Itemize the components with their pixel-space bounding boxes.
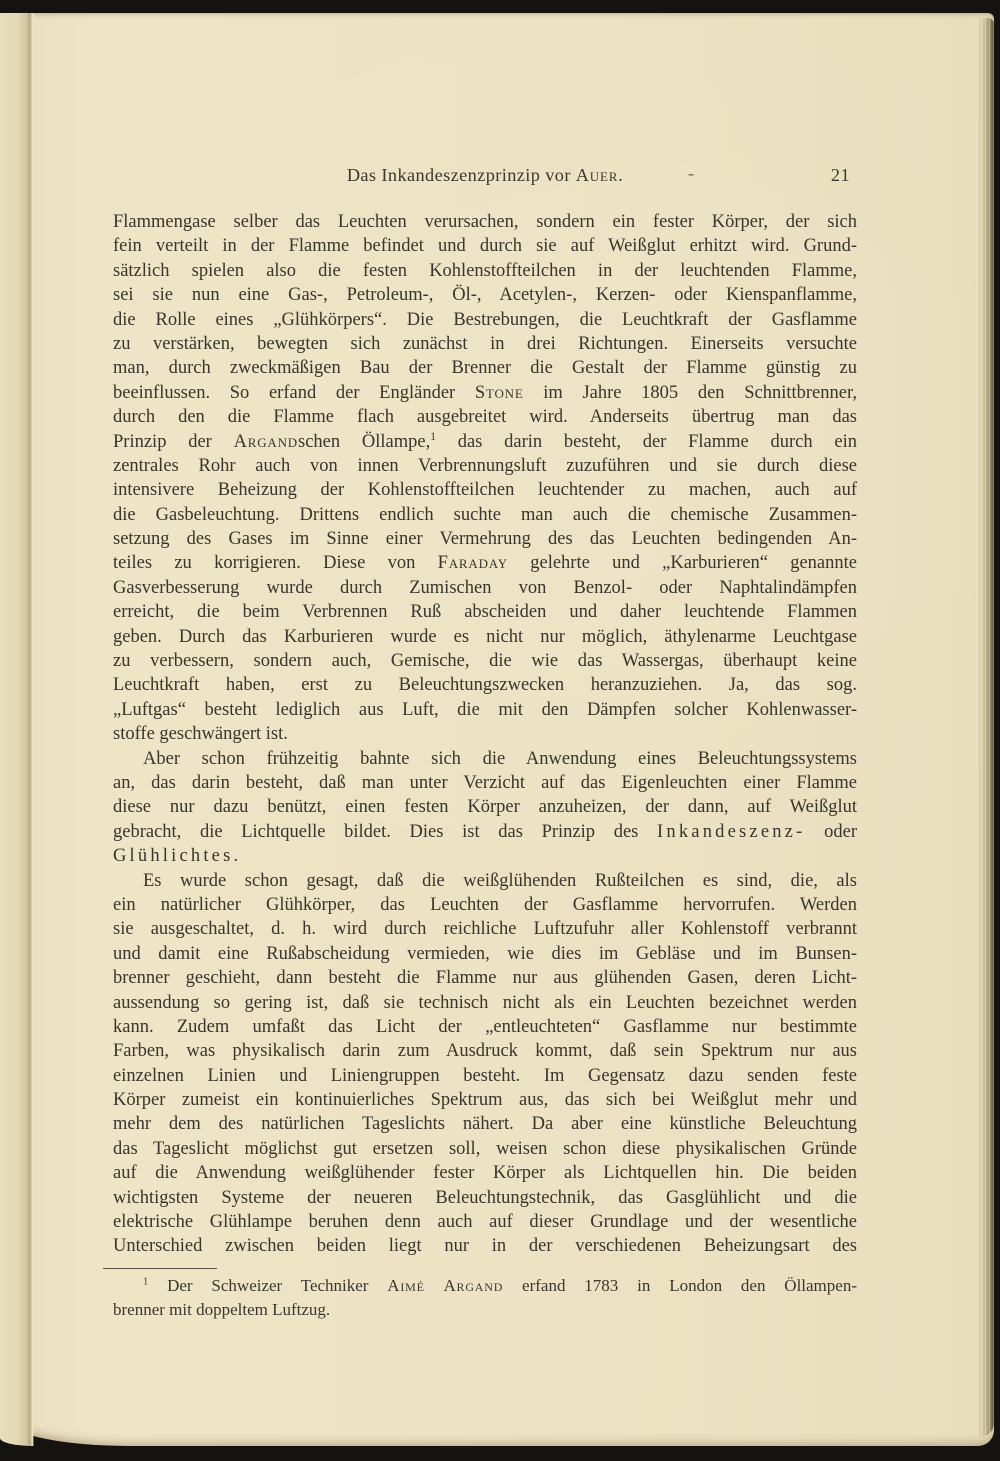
text-segment: gelehrte und „Karburieren“ genannte bbox=[507, 553, 857, 574]
running-head-title bbox=[113, 163, 857, 187]
text-line: „Luftgas“ besteht lediglich aus Luft, die mit den Dämpfen solcher Kohlenwasser- bbox=[113, 699, 857, 720]
text-segment: schen Öllampe, bbox=[298, 431, 431, 452]
text-line: kann. Zudem umfaßt das Licht der „entleuchteten“ Gasflamme nur bestimmte bbox=[113, 1016, 857, 1037]
text-line: an, das darin besteht, daß man unter Verzicht auf das Eigenleuchten einer Flamme bbox=[113, 772, 857, 793]
text-line: zentrales Rohr auch von innen Verbrennungsluft zuzuführen und sie durch diese bbox=[113, 455, 857, 476]
text-line: brenner mit doppeltem Luftzug. bbox=[113, 1300, 331, 1320]
text-segment: Der Schweizer Techniker bbox=[148, 1275, 388, 1295]
emphasized-spaced-text: Glühlichtes. bbox=[113, 846, 242, 867]
running-head bbox=[113, 163, 857, 188]
small-caps-name: Faraday bbox=[437, 553, 508, 574]
emphasized-spaced-text: Inkandeszenz- bbox=[657, 821, 806, 842]
text-line bbox=[113, 430, 857, 454]
text-line: aussendung so gering ist, daß sie technisch nicht als ein Leuchten bezeichnet werden bbox=[113, 992, 857, 1013]
stray-mark: - bbox=[688, 163, 695, 183]
text-line: Farben, was physikalisch darin zum Ausdruck kommt, daß sein Spektrum nur aus bbox=[113, 1041, 857, 1062]
text-line: Aber schon frühzeitig bahnte sich die Anwendung eines Beleuchtungssystems bbox=[143, 748, 857, 769]
text-line: geben. Durch das Karburieren wurde es nicht nur möglich, äthylenarme Leuchtgase bbox=[113, 626, 857, 647]
text-segment: teiles zu korrigieren. Diese von bbox=[113, 553, 438, 574]
page-gutter-fold bbox=[0, 13, 34, 1446]
text-line: setzung des Gases im Sinne einer Vermehrung des das Leuchten bedingenden An- bbox=[113, 529, 857, 550]
text-line: sätzlich spielen also die festen Kohlenstoffteilchen in der leuchtenden Flamme, bbox=[113, 260, 857, 281]
text-line bbox=[113, 844, 857, 868]
text-line bbox=[113, 820, 857, 844]
small-caps-name: Argand bbox=[233, 431, 298, 452]
text-line: sei sie nun eine Gas-, Petroleum-, Öl-, Acetylen-, Kerzen- oder Kienspanflamme, bbox=[113, 285, 857, 306]
text-segment: oder bbox=[805, 821, 858, 842]
text-line: intensivere Beheizung der Kohlenstoffteilchen leuchtender zu machen, auch auf bbox=[113, 480, 857, 501]
text-line: erreicht, die beim Verbrennen Ruß abscheiden und daher leuchtende Flammen bbox=[113, 602, 857, 623]
text-line: auf die Anwendung weißglühender fester Körper als Lichtquellen hin. Die beiden bbox=[113, 1163, 857, 1184]
text-line: diese nur dazu benützt, einen festen Körper anzuheizen, der dann, auf Weißglut bbox=[113, 797, 857, 818]
text-line: durch den die Flamme flach ausgebreitet wird. Anderseits übertrug man das bbox=[113, 407, 857, 428]
text-segment: das darin besteht, der Flamme durch ein bbox=[435, 431, 857, 452]
text-line bbox=[113, 1274, 857, 1298]
small-caps-name: Stone bbox=[474, 382, 524, 403]
text-line: Unterschied zwischen beiden liegt nur in der verschiedenen Beheizungsart des bbox=[113, 1236, 857, 1257]
text-segment: Das Inkandeszenzprinzip vor bbox=[346, 165, 576, 185]
text-line: die Rolle eines „Glühkörpers“. Die Bestrebungen, die Leuchtkraft der Gasflamme bbox=[113, 309, 857, 330]
text-segment: Prinzip der bbox=[113, 431, 234, 452]
text-line: brenner geschieht, dann besteht die Flamme nur aus glühenden Gasen, deren Licht- bbox=[113, 968, 857, 989]
text-line: die Gasbeleuchtung. Drittens endlich suchte man auch die chemische Zusammen- bbox=[113, 504, 857, 525]
text-segment: . bbox=[618, 165, 624, 185]
footnote-separator bbox=[103, 1268, 217, 1269]
text-line: elektrische Glühlampe beruhen denn auch auf dieser Grundlage und der wesentliche bbox=[113, 1212, 857, 1233]
text-line: sie ausgeschaltet, d. h. wird durch reichliche Luftzufuhr aller Kohlenstoff verbrannt bbox=[113, 919, 857, 940]
book-page bbox=[0, 13, 994, 1446]
body-text bbox=[113, 210, 857, 1259]
footnote-reference: 1 bbox=[430, 430, 436, 443]
text-line: ein natürlicher Glühkörper, das Leuchten der Gasflamme hervorrufen. Werden bbox=[113, 894, 857, 915]
text-line: Flammengase selber das Leuchten verursachen, sondern ein fester Körper, der sich bbox=[113, 212, 857, 232]
text-line bbox=[113, 551, 857, 575]
text-line: einzelnen Linien und Liniengruppen besteht. Im Gegensatz dazu senden feste bbox=[113, 1065, 857, 1086]
text-line: Gasverbesserung wurde durch Zumischen von Benzol- oder Naphtalindämpfen bbox=[113, 577, 857, 598]
footnote bbox=[113, 1274, 857, 1323]
text-line: das Tageslicht möglichst gut ersetzen soll, weisen schon diese physikalischen Gründe bbox=[113, 1138, 857, 1159]
text-line: mehr dem des natürlichen Tageslichts nähert. Da aber eine künstliche Beleuchtung bbox=[113, 1114, 857, 1135]
text-line: Es wurde schon gesagt, daß die weißglühenden Rußteilchen es sind, die, als bbox=[143, 870, 857, 891]
text-line: stoffe geschwängert ist. bbox=[113, 724, 288, 745]
text-line: fein verteilt in der Flamme befindet und durch sie auf Weißglut erhitzt wird. Grund- bbox=[113, 236, 857, 257]
page-number: 21 bbox=[830, 165, 850, 185]
text-segment: erfand 1783 in London den Öllampen- bbox=[503, 1275, 857, 1295]
text-segment: beeinflussen. So erfand der Engländer bbox=[113, 382, 475, 403]
text-line: und damit eine Rußabscheidung vermieden, wie dies im Gebläse und im Bunsen- bbox=[113, 943, 857, 964]
text-line: wichtigsten Systeme der neueren Beleuchtungstechnik, das Gasglühlicht und die bbox=[113, 1187, 857, 1208]
text-line: Körper zumeist ein kontinuierliches Spektrum aus, das sich bei Weißglut mehr und bbox=[113, 1090, 857, 1111]
text-line: man, durch zweckmäßigen Bau der Brenner die Gestalt der Flamme günstig zu bbox=[113, 358, 857, 379]
text-line: Leuchtkraft haben, erst zu Beleuchtungszwecken heranzuziehen. Ja, das sog. bbox=[113, 675, 857, 696]
text-line: zu verbessern, sondern auch, Gemische, die wie das Wassergas, überhaupt keine bbox=[113, 651, 857, 672]
small-caps-name: Aimé Argand bbox=[387, 1275, 504, 1295]
text-line: zu verstärken, bewegten sich zunächst in drei Richtungen. Einerseits versuchte bbox=[113, 333, 857, 354]
text-segment: gebracht, die Lichtquelle bildet. Dies ist das Prinzip des bbox=[113, 821, 658, 842]
page-edge-stack bbox=[977, 18, 994, 1437]
footnote-reference: 1 bbox=[143, 1276, 149, 1288]
text-line bbox=[113, 381, 857, 405]
page-text-block bbox=[113, 163, 857, 1323]
small-caps-name: Auer bbox=[575, 165, 619, 185]
text-segment: im Jahre 1805 den Schnittbrenner, bbox=[523, 382, 858, 403]
